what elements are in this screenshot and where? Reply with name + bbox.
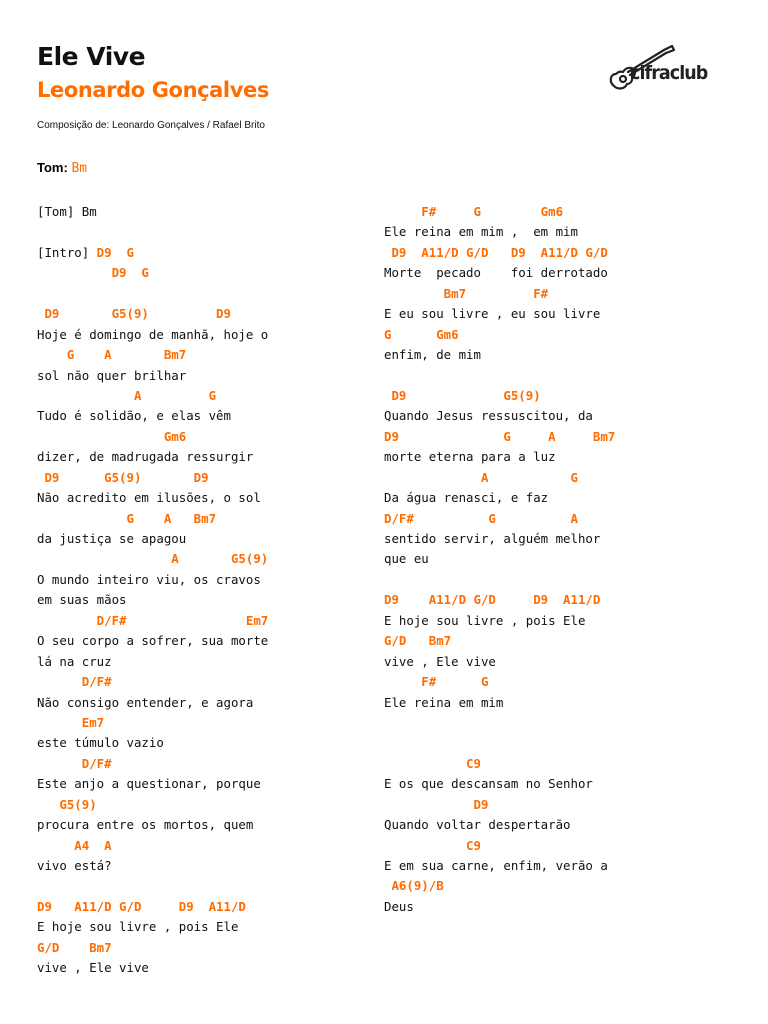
chord-line[interactable]: F# G	[384, 674, 489, 690]
lyric-line: Quando Jesus ressuscitou, da	[384, 408, 593, 424]
chord-line[interactable]: D/F# Em7	[37, 612, 269, 628]
composer-credit: Composição de: Leonardo Gonçalves / Rafael Brito	[37, 120, 265, 131]
lyric-line: sentido servir, alguém melhor	[384, 531, 601, 546]
lyric-line: E eu sou livre , eu sou livre	[384, 306, 601, 322]
lyric-line: sol não quer brilhar	[37, 367, 187, 383]
cifraclub-logo[interactable]	[606, 44, 722, 92]
lyric-line: Não consigo entender, e agora	[37, 694, 254, 710]
lyric-line: Morte pecado foi derrotado	[384, 265, 608, 281]
artist-name[interactable]: Leonardo Gonçalves	[37, 78, 269, 102]
lyric-line: Não acredito em ilusões, o sol	[37, 490, 261, 506]
chords-column-right	[384, 202, 615, 917]
lyric-line: vivo está?	[37, 858, 112, 873]
lyric-line: lá na cruz	[37, 653, 112, 669]
chord-line[interactable]: D/F#	[37, 755, 112, 771]
lyric-line: O mundo inteiro viu, os cravos	[37, 571, 261, 587]
chord-line[interactable]: D/F#	[37, 674, 112, 690]
lyric-line: dizer, de madrugada ressurgir	[37, 449, 254, 465]
chord-line[interactable]: D9 G5(9) D9	[37, 306, 231, 322]
chord-line[interactable]: A G	[37, 387, 217, 403]
chord-line[interactable]: G A Bm7	[37, 347, 187, 363]
lyric-line	[37, 243, 268, 263]
chord-line[interactable]: D9 G5(9) D9	[37, 469, 209, 485]
chord-line[interactable]: A G	[384, 469, 578, 485]
lyric-line: este túmulo vazio	[37, 735, 164, 751]
chord-line[interactable]: A G5(9)	[37, 551, 269, 567]
lyric-line: morte eterna para a luz	[384, 449, 556, 465]
lyric-line	[384, 713, 615, 733]
lyric-line: da justiça se apagou	[37, 531, 187, 546]
lyric-line: Este anjo a questionar, porque	[37, 776, 261, 792]
lyric-line: Hoje é domingo de manhã, hoje o	[37, 326, 269, 342]
lyric-line	[37, 876, 268, 896]
lyric-line: Deus	[384, 898, 414, 914]
lyric-line: Ele reina em mim	[384, 694, 504, 710]
chord-line[interactable]: D9 A11/D G/D D9 A11/D	[384, 592, 601, 608]
lyric-line: Quando voltar despertarão	[384, 817, 571, 833]
lyric-line: em suas mãos	[37, 592, 127, 608]
chord-line[interactable]: G/D Bm7	[37, 939, 112, 955]
lyric-line: procura entre os mortos, quem	[37, 817, 254, 833]
chord-line[interactable]: A6(9)/B	[384, 878, 444, 894]
chord-line[interactable]: D9 G5(9)	[384, 387, 541, 403]
intro-chords[interactable]: D9 G	[89, 244, 134, 260]
lyric-line: Ele reina em mim , em mim	[384, 224, 578, 240]
lyric-line: vive , Ele vive	[384, 653, 496, 669]
chord-line[interactable]: Bm7 F#	[384, 285, 549, 301]
song-title: Ele Vive	[37, 42, 146, 71]
lyric-line: [Tom] Bm	[37, 204, 97, 219]
chords-column-left	[37, 202, 268, 979]
lyric-line: E hoje sou livre , pois Ele	[384, 612, 586, 628]
chord-line[interactable]: D9 A11/D G/D D9 A11/D G/D	[384, 244, 608, 260]
lyric-line	[384, 570, 615, 590]
lyric-line: enfim, de mim	[384, 347, 481, 363]
chord-line[interactable]: G Gm6	[384, 326, 459, 342]
logo-wordmark: cifraclub	[630, 62, 708, 84]
chord-line[interactable]: D9 A11/D G/D D9 A11/D	[37, 898, 246, 914]
lyric-line	[384, 733, 615, 753]
lyric-line: E hoje sou livre , pois Ele	[37, 919, 239, 935]
chord-line[interactable]: G/D Bm7	[384, 633, 452, 649]
key-value[interactable]: Bm	[71, 161, 88, 176]
intro-label: [Intro]	[37, 244, 90, 260]
chord-line[interactable]: D/F# G A	[384, 510, 578, 526]
chord-line[interactable]: G5(9)	[37, 796, 97, 812]
chord-line[interactable]: C9	[384, 837, 481, 853]
lyric-line: E em sua carne, enfim, verão a	[384, 858, 608, 873]
lyric-line: O seu corpo a sofrer, sua morte	[37, 633, 269, 649]
chord-line[interactable]: G A Bm7	[37, 510, 217, 526]
lyric-line: Tudo é solidão, e elas vêm	[37, 408, 231, 424]
lyric-line: que eu	[384, 551, 429, 567]
chord-line[interactable]: Em7	[37, 714, 105, 730]
chord-line[interactable]: D9 G	[37, 265, 149, 281]
chord-line[interactable]: A4 A	[37, 837, 112, 853]
lyric-line: E os que descansam no Senhor	[384, 776, 593, 792]
chord-line[interactable]: F# G Gm6	[384, 204, 564, 219]
chord-line[interactable]: D9	[384, 796, 489, 812]
lyric-line: Da água renasci, e faz	[384, 490, 549, 506]
lyric-line	[37, 284, 268, 304]
lyric-line	[384, 366, 615, 386]
lyric-line	[37, 222, 268, 242]
chord-line[interactable]: C9	[384, 755, 481, 771]
chord-line[interactable]: D9 G A Bm7	[384, 428, 616, 444]
key-label: Tom:	[37, 160, 68, 175]
key-line	[37, 160, 87, 176]
lyric-line: vive , Ele vive	[37, 960, 149, 976]
chord-line[interactable]: Gm6	[37, 428, 187, 444]
